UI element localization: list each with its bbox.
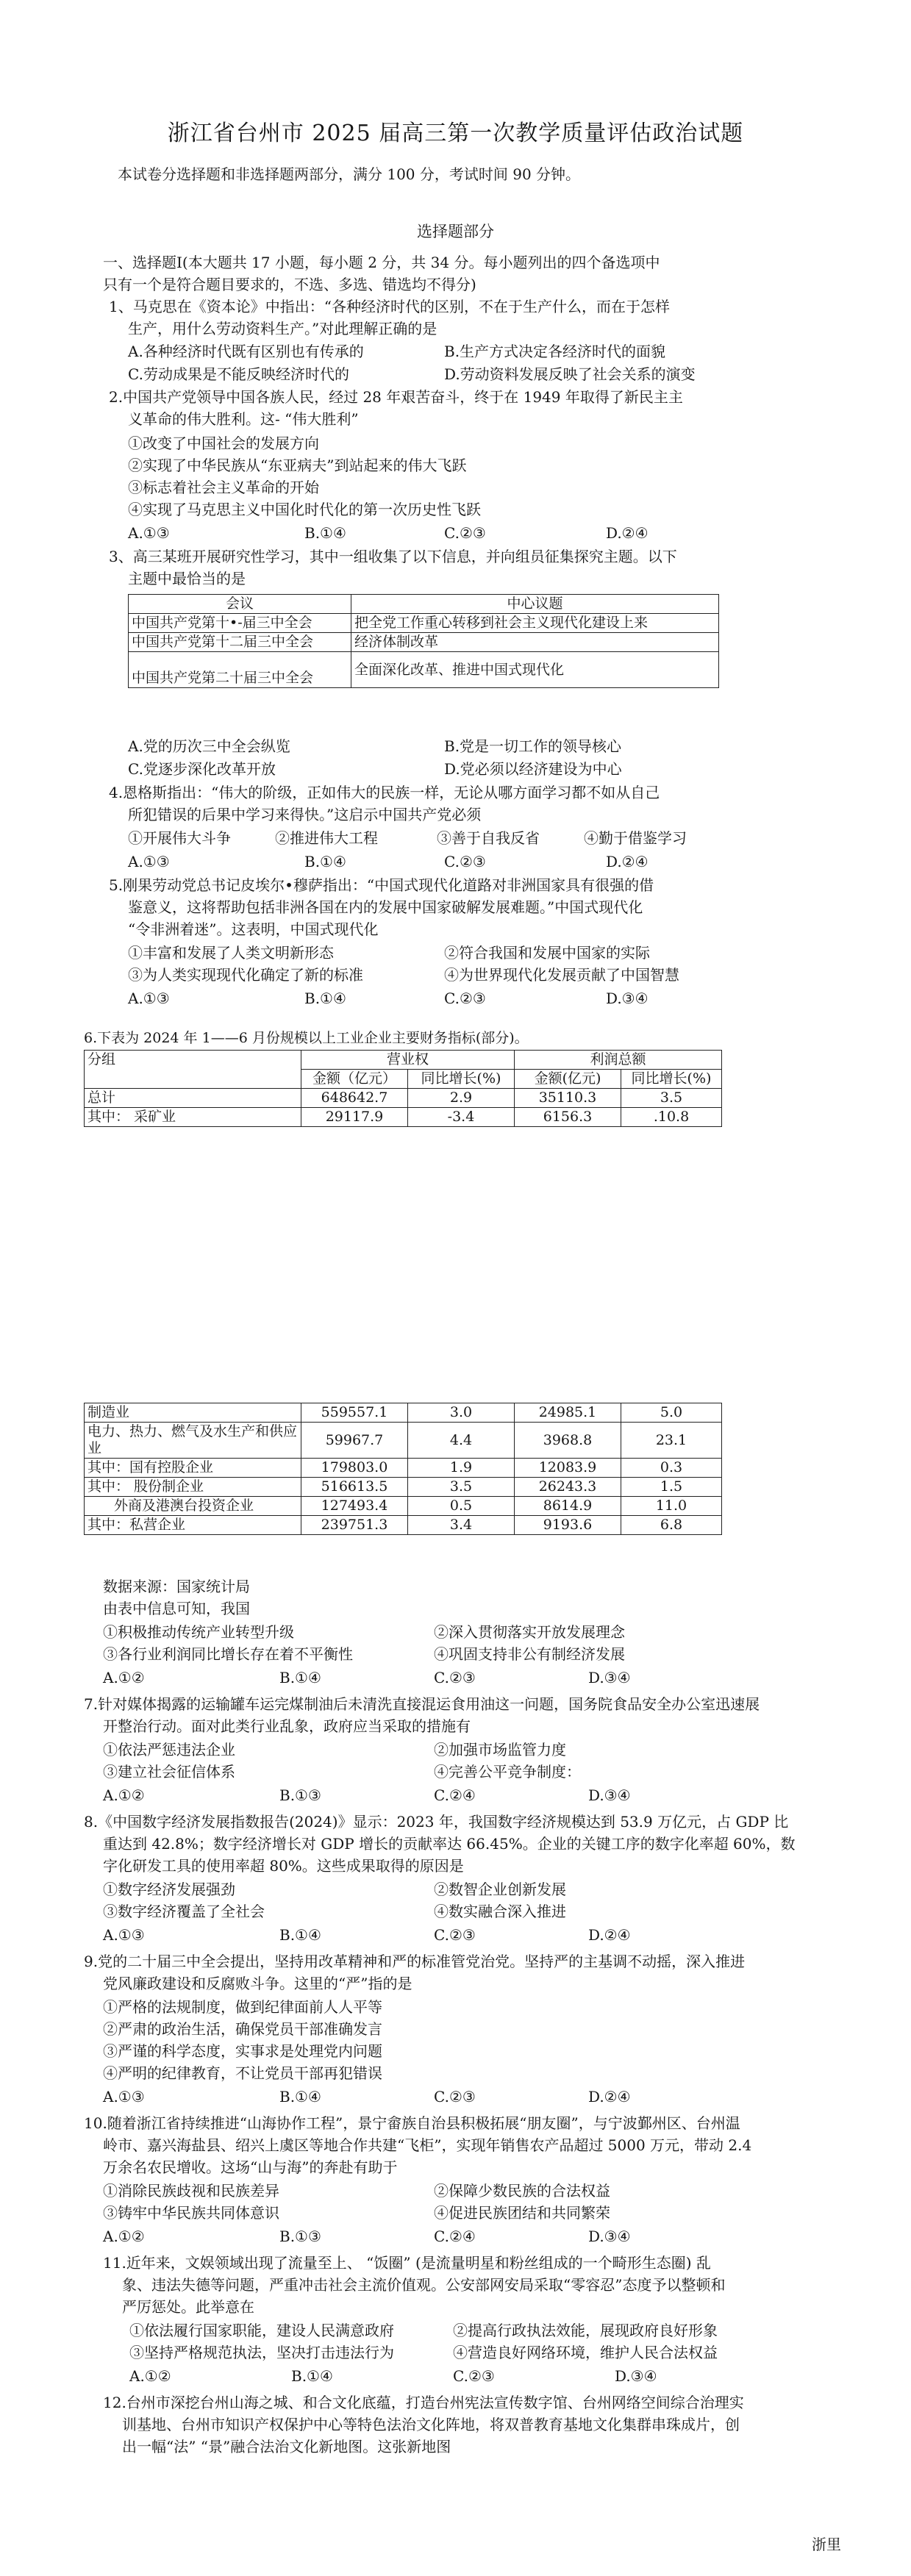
- q4-option-b: B.①④: [304, 853, 346, 870]
- q6-table-cell: 29117.9: [301, 1108, 408, 1127]
- section-instruction-line1: 一、选择题Ⅰ(本大题共 17 小题，每小题 2 分，共 34 分。每小题列出的四个备选项中: [103, 254, 660, 271]
- q6-table-cell: 其中： 股份制企业: [85, 1478, 301, 1497]
- q6-table-cell: 1.5: [621, 1478, 722, 1497]
- q2-option-b: B.①④: [304, 524, 346, 542]
- q3-table-cell: 全面深化改革、推进中国式现代化: [351, 652, 719, 688]
- q1-option-c: C.劳动成果是不能反映经济时代的: [128, 365, 349, 383]
- q6-table-cell: 其中： 采矿业: [85, 1108, 301, 1127]
- q7-stem-line1: 7.针对媒体揭露的运输罐车运完煤制油后未清洗直接混运食用油这一问题，国务院食品安全办公室迅速展: [84, 1695, 760, 1713]
- q3-option-d: D.党必须以经济建设为中心: [444, 760, 622, 778]
- q2-item-4: ④实现了马克思主义中国化时代化的第一次历史性飞跃: [128, 501, 481, 518]
- q7-option-c: C.②④: [434, 1786, 476, 1804]
- q6-table-cell: 3.4: [408, 1516, 515, 1535]
- q6-table-cell: 239751.3: [301, 1516, 408, 1535]
- q6-item-2: ②深入贯彻落实开放发展理念: [434, 1623, 625, 1641]
- q4-option-d: D.②④: [606, 853, 649, 870]
- q6-finance-table-bottom: [84, 1403, 722, 1535]
- q10-item-2: ②保障少数民族的合法权益: [434, 2182, 610, 2200]
- q10-option-d: D.③④: [588, 2228, 631, 2245]
- page-footer: 浙里: [812, 2536, 841, 2553]
- q6-table-cell: 26243.3: [515, 1478, 621, 1497]
- q7-item-2: ②加强市场监管力度: [434, 1741, 566, 1759]
- q3-table-cell: 中国共产党第十•-届三中全会: [129, 614, 351, 633]
- q4-item-4: ④勤于借鉴学习: [584, 829, 687, 847]
- q9-option-d: D.②④: [588, 2088, 631, 2105]
- q5-option-b: B.①④: [304, 990, 346, 1007]
- q4-item-3: ③善于自我反省: [437, 829, 540, 847]
- q9-item-3: ③严谨的科学态度，实事求是处理党内问题: [103, 2042, 382, 2060]
- q8-option-b: B.①④: [279, 1926, 321, 1944]
- q5-stem-line3: “令非洲着迷”。这表明，中国式现代化: [128, 920, 379, 938]
- q6-table-cell: 9193.6: [515, 1516, 621, 1535]
- q6-table-cell: 6156.3: [515, 1108, 621, 1127]
- q10-stem-line1: 10.随着浙江省持续推进“山海协作工程”，景宁畲族自治县积极拓展“朋友圈”，与宁波鄞州区、台州温: [84, 2114, 740, 2132]
- q8-item-1: ①数字经济发展强劲: [103, 1881, 235, 1898]
- q10-stem-line3: 万余名农民增收。这场“山与海”的奔赴有助于: [103, 2158, 398, 2176]
- q8-stem-line3: 字化研发工具的使用率超 80%。这些成果取得的原因是: [103, 1857, 464, 1875]
- q1-option-d: D.劳动资料发展反映了社会关系的演变: [444, 365, 696, 383]
- q2-option-c: C.②③: [444, 524, 486, 542]
- q3-table-cell: 经济体制改革: [351, 633, 719, 652]
- q7-stem-line2: 开整治行动。面对此类行业乱象，政府应当采取的措施有: [103, 1717, 471, 1735]
- q6-table-cell: 其中：私营企业: [85, 1516, 301, 1535]
- q4-item-2: ②推进伟大工程: [275, 829, 378, 847]
- q11-option-d: D.③④: [615, 2367, 657, 2385]
- q2-item-1: ①改变了中国社会的发展方向: [128, 434, 319, 452]
- q6-table-cell: 8614.9: [515, 1497, 621, 1516]
- q6-lead: 由表中信息可知，我国: [103, 1600, 250, 1617]
- q11-item-3: ③坚持严格规范执法，坚决打击违法行为: [129, 2344, 394, 2361]
- q4-stem-line1: 4.恩格斯指出：“伟大的阶级，正如伟大的民族一样，无论从哪方面学习都不如从自己: [109, 784, 660, 801]
- q3-table-header-row: [129, 595, 719, 614]
- q6-table-cell: 外商及港澳台投资企业: [85, 1497, 301, 1516]
- q5-item-4: ④为世界现代化发展贡献了中国智慧: [444, 966, 679, 984]
- q6-option-b: B.①④: [279, 1669, 321, 1686]
- q3-table-row: [129, 614, 719, 633]
- q11-item-2: ②提高行政执法效能，展现政府良好形象: [453, 2322, 718, 2339]
- q6-table-cell: 6.8: [621, 1516, 722, 1535]
- q3-stem-line2: 主题中最恰当的是: [128, 570, 246, 587]
- q6-table-cell: 1.9: [408, 1459, 515, 1478]
- q5-item-3: ③为人类实现现代化确定了新的标准: [128, 966, 363, 984]
- q9-item-4: ④严明的纪律教育，不让党员干部再犯错误: [103, 2064, 382, 2082]
- q6-table-row: [85, 1108, 722, 1127]
- q6-table-cell: 127493.4: [301, 1497, 408, 1516]
- q6-table-cell: 5.0: [621, 1403, 722, 1423]
- q3-table-header-topic: 中心议题: [351, 595, 719, 614]
- q10-stem-line2: 岭市、嘉兴海盐县、绍兴上虞区等地合作共建“飞柜”，实现年销售农产品超过 5000 万元，带动 2.4: [103, 2136, 752, 2154]
- q12-stem-line1: 12.台州市深挖台州山海之城、和合文化底蕴，打造台州宪法宣传数字馆、台州网络空间综合治理实: [103, 2394, 744, 2411]
- q6-table-header-profit: 利润总额: [515, 1051, 722, 1070]
- q5-stem-line1: 5.刚果劳动党总书记皮埃尔•穆萨指出：“中国式现代化道路对非洲国家具有很强的借: [109, 876, 654, 894]
- q6-table-cell: 24985.1: [515, 1403, 621, 1423]
- q6-table-cell: 电力、热力、燃气及水生产和供应业: [85, 1423, 301, 1459]
- q9-option-a: A.①③: [103, 2088, 145, 2105]
- q9-item-1: ①严格的法规制度，做到纪律面前人人平等: [103, 1998, 382, 2016]
- q11-option-c: C.②③: [453, 2367, 495, 2385]
- q2-item-3: ③标志着社会主义革命的开始: [128, 479, 319, 496]
- q3-option-c: C.党逐步深化改革开放: [128, 760, 276, 778]
- q5-option-c: C.②③: [444, 990, 486, 1007]
- q11-stem-line3: 严厉惩处。此举意在: [122, 2298, 254, 2316]
- q5-option-d: D.③④: [606, 990, 649, 1007]
- q6-table-cell: 59967.7: [301, 1423, 408, 1459]
- q1-option-b: B.生产方式决定各经济时代的面貌: [444, 343, 666, 360]
- q6-table-cell: 179803.0: [301, 1459, 408, 1478]
- q6-option-c: C.②③: [434, 1669, 476, 1686]
- q6-option-a: A.①②: [103, 1669, 145, 1686]
- q6-option-d: D.③④: [588, 1669, 631, 1686]
- q6-table-cell: .10.8: [621, 1108, 722, 1127]
- q7-item-3: ③建立社会征信体系: [103, 1763, 235, 1781]
- q10-option-b: B.①③: [279, 2228, 321, 2245]
- q6-table-cell: 制造业: [85, 1403, 301, 1423]
- q2-item-2: ②实现了中华民族从“东亚病夫”到站起来的伟大飞跃: [128, 457, 467, 474]
- q6-table-cell: 3.5: [408, 1478, 515, 1497]
- q4-stem-line2: 所犯错误的后果中学习来得快。”这启示中国共产党必须: [128, 806, 482, 823]
- q8-item-4: ④数实融合深入推进: [434, 1903, 566, 1920]
- q6-data-source: 数据来源：国家统计局: [103, 1578, 250, 1595]
- q7-option-d: D.③④: [588, 1786, 631, 1804]
- q6-table-cell: -3.4: [408, 1108, 515, 1127]
- q3-option-b: B.党是一切工作的领导核心: [444, 737, 622, 755]
- q9-option-c: C.②③: [434, 2088, 476, 2105]
- q5-item-1: ①丰富和发展了人类文明新形态: [128, 944, 334, 962]
- q1-option-a: A.各种经济时代既有区别也有传承的: [128, 343, 364, 360]
- q3-table-header-meeting: 会议: [129, 595, 351, 614]
- q6-item-3: ③各行业利润同比增长存在着不平衡性: [103, 1645, 353, 1663]
- q6-table-subheader: 金额(亿元): [515, 1070, 621, 1089]
- q6-table-subheader: 同比增长(%): [408, 1070, 515, 1089]
- q6-table-cell: 648642.7: [301, 1089, 408, 1108]
- section-title: 选择题部分: [417, 223, 494, 240]
- q8-item-3: ③数字经济覆盖了全社会: [103, 1903, 265, 1920]
- q3-info-table: [128, 594, 719, 688]
- q6-table-row: [85, 1423, 722, 1459]
- section-instruction-line2: 只有一个是符合题目要求的，不选、多选、错选均不得分): [103, 276, 476, 293]
- q3-table-row: [129, 652, 719, 688]
- q7-option-b: B.①③: [279, 1786, 321, 1804]
- q11-item-4: ④营造良好网络环境，维护人民合法权益: [453, 2344, 718, 2361]
- q6-table-row: [85, 1403, 722, 1423]
- q9-stem-line1: 9.党的二十届三中全会提出，坚持用改革精神和严的标准管党治党。坚持严的主基调不动摇，深入推进: [84, 1953, 746, 1970]
- q6-table-cell: 3.5: [621, 1089, 722, 1108]
- q5-option-a: A.①③: [128, 990, 170, 1007]
- q6-table-cell: 3.0: [408, 1403, 515, 1423]
- q6-table-subheader: 同比增长(%): [621, 1070, 722, 1089]
- q10-option-a: A.①②: [103, 2228, 145, 2245]
- q5-item-2: ②符合我国和发展中国家的实际: [444, 944, 650, 962]
- q6-table-cell: 559557.1: [301, 1403, 408, 1423]
- q4-option-a: A.①③: [128, 853, 170, 870]
- q6-table-cell: 516613.5: [301, 1478, 408, 1497]
- q6-table-header-row: [85, 1051, 722, 1070]
- q8-item-2: ②数智企业创新发展: [434, 1881, 566, 1898]
- q8-option-d: D.②④: [588, 1926, 631, 1944]
- q6-item-4: ④巩固支持非公有制经济发展: [434, 1645, 625, 1663]
- q3-table-row: [129, 633, 719, 652]
- q6-table-cell: 3968.8: [515, 1423, 621, 1459]
- q2-option-d: D.②④: [606, 524, 649, 542]
- q12-stem-line2: 训基地、台州市知识产权保护中心等特色法治文化阵地，将双普教育基地文化集群串珠成片，创: [122, 2416, 740, 2433]
- q3-table-cell: 中国共产党第十二届三中全会: [129, 633, 351, 652]
- q11-stem-line1: 11.近年来，文娱领域出现了流量至上、 “饭圈” (是流量明星和粉丝组成的一个畸形生态圈) 乱: [103, 2254, 711, 2272]
- q4-item-1: ①开展伟大斗争: [128, 829, 231, 847]
- q5-stem-line2: 鉴意义，这将帮助包括非洲各国在内的发展中国家破解发展难题。”中国式现代化: [128, 898, 643, 916]
- q6-table-row: [85, 1089, 722, 1108]
- q8-option-c: C.②③: [434, 1926, 476, 1944]
- q10-option-c: C.②④: [434, 2228, 476, 2245]
- q6-table-subheader: 金额（亿元）: [301, 1070, 408, 1089]
- exam-intro: 本试卷分选择题和非选择题两部分，满分 100 分，考试时间 90 分钟。: [118, 165, 581, 183]
- q11-option-b: B.①④: [291, 2367, 333, 2385]
- q6-table-row: [85, 1497, 722, 1516]
- q6-stem: 6.下表为 2024 年 1——6 月份规模以上工业企业主要财务指标(部分)。: [84, 1030, 529, 1046]
- q6-table-row: [85, 1516, 722, 1535]
- q9-stem-line2: 党风廉政建设和反腐败斗争。这里的“严”指的是: [103, 1975, 412, 1992]
- q3-option-a: A.党的历次三中全会纵览: [128, 737, 290, 755]
- q6-table-row: [85, 1478, 722, 1497]
- q7-item-1: ①依法严惩违法企业: [103, 1741, 235, 1759]
- q2-option-a: A.①③: [128, 524, 170, 542]
- q6-table-cell: 2.9: [408, 1089, 515, 1108]
- q7-option-a: A.①②: [103, 1786, 145, 1804]
- exam-title: 浙江省台州市 2025 届高三第一次教学质量评估政治试题: [167, 121, 744, 146]
- q6-table-cell: 总计: [85, 1089, 301, 1108]
- q11-stem-line2: 象、违法失德等问题，严重冲击社会主流价值观。公安部网安局采取“零容忍”态度予以整顿和: [122, 2276, 726, 2294]
- q4-option-c: C.②③: [444, 853, 486, 870]
- q10-item-4: ④促进民族团结和共同繁荣: [434, 2204, 610, 2222]
- q6-table-cell: 4.4: [408, 1423, 515, 1459]
- q2-stem-line2: 义革命的伟大胜利。这- “伟大胜利”: [128, 410, 359, 428]
- q7-item-4: ④完善公平竞争制度：: [434, 1763, 581, 1781]
- q8-stem-line1: 8.《中国数字经济发展指数报告(2024)》显示：2023 年，我国数字经济规模达到 53.9 万亿元，占 GDP 比: [84, 1813, 789, 1831]
- q10-item-1: ①消除民族歧视和民族差异: [103, 2182, 279, 2200]
- q2-stem-line1: 2.中国共产党领导中国各族人民，经过 28 年艰苦奋斗，终于在 1949 年取得了新民主主: [109, 388, 683, 406]
- q8-option-a: A.①③: [103, 1926, 145, 1944]
- q1-stem-line2: 生产，用什么劳动资料生产。”对此理解正确的是: [128, 320, 437, 337]
- q6-table-cell: 0.5: [408, 1497, 515, 1516]
- q12-stem-line3: 出一幅“法” “景”融合法治文化新地图。这张新地图: [122, 2438, 451, 2455]
- q10-item-3: ③铸牢中华民族共同体意识: [103, 2204, 279, 2222]
- q11-item-1: ①依法履行国家职能，建设人民满意政府: [129, 2322, 394, 2339]
- q9-option-b: B.①④: [279, 2088, 321, 2105]
- q3-stem-line1: 3、高三某班开展研究性学习，其中一组收集了以下信息，并向组员征集探究主题。以下: [109, 548, 677, 565]
- q6-table-cell: 23.1: [621, 1423, 722, 1459]
- q3-table-cell: 把全党工作重心转移到社会主义现代化建设上来: [351, 614, 719, 633]
- q6-item-1: ①积极推动传统产业转型升级: [103, 1623, 294, 1641]
- q11-option-a: A.①②: [129, 2367, 171, 2385]
- q8-stem-line2: 重达到 42.8%；数字经济增长对 GDP 增长的贡献率达 66.45%。企业的关键工序的数字化率超 60%，数: [103, 1835, 796, 1853]
- q6-table-header-revenue: 营业权: [301, 1051, 515, 1070]
- q6-finance-table-top: [84, 1050, 722, 1127]
- q6-table-row: [85, 1459, 722, 1478]
- q9-item-2: ②严肃的政治生活，确保党员干部准确发言: [103, 2020, 382, 2038]
- q3-table-cell: 中国共产党第二十届三中全会: [129, 652, 351, 688]
- q6-table-cell: 12083.9: [515, 1459, 621, 1478]
- q6-table-cell: 35110.3: [515, 1089, 621, 1108]
- q6-table-header-group: 分组: [85, 1051, 301, 1089]
- q6-table-cell: 11.0: [621, 1497, 722, 1516]
- q6-table-cell: 其中：国有控股企业: [85, 1459, 301, 1478]
- q6-table-cell: 0.3: [621, 1459, 722, 1478]
- q1-stem-line1: 1、马克思在《资本论》中指出：“各种经济时代的区别，不在于生产什么，而在于怎样: [109, 298, 670, 315]
